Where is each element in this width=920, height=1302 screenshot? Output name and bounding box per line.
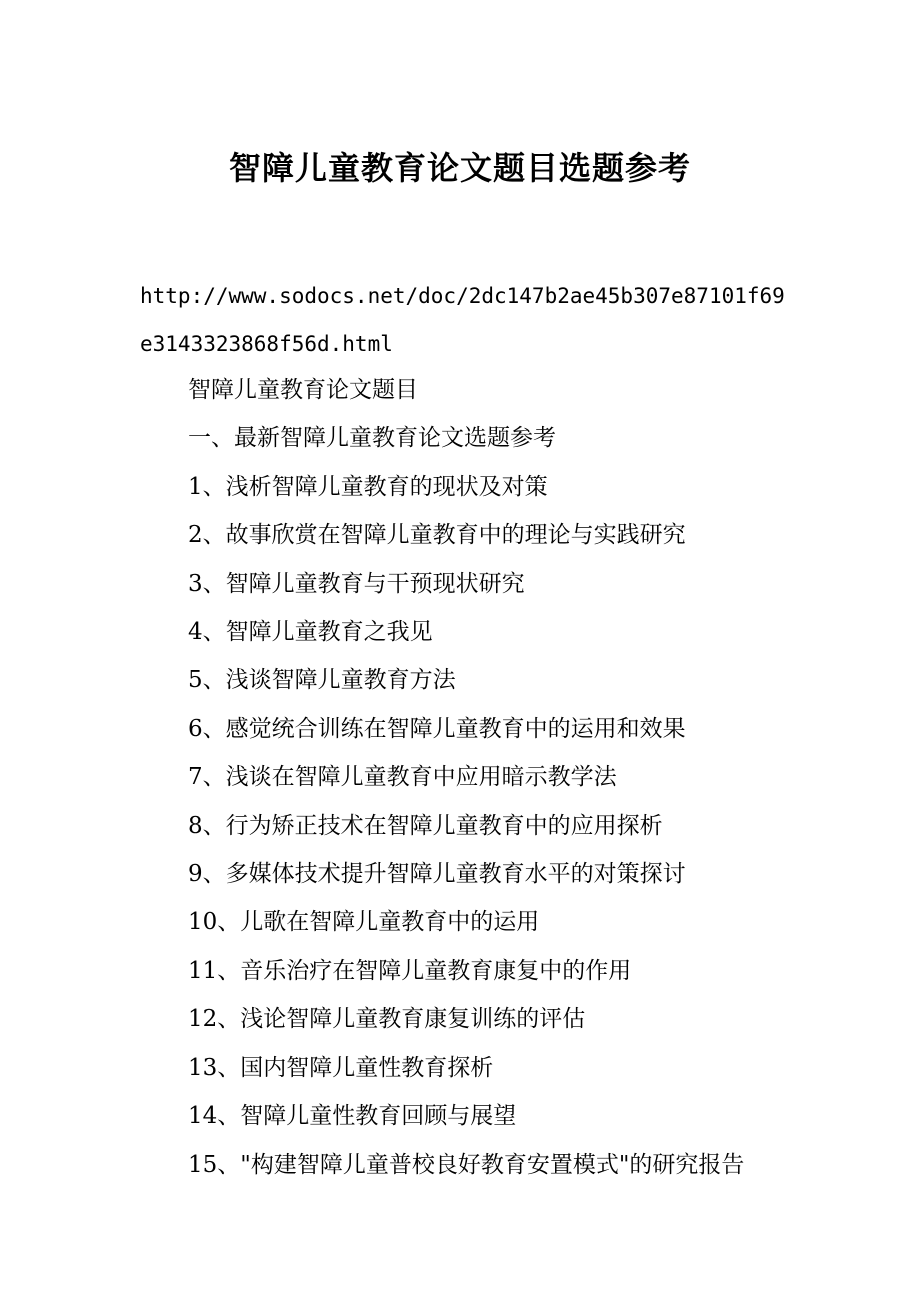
topic-list (188, 366, 868, 1189)
source-url (140, 272, 800, 368)
list-item: 4、智障儿童教育之我见 (188, 619, 433, 646)
list-item: 7、浅谈在智障儿童教育中应用暗示教学法 (188, 764, 617, 791)
list-item: 11、音乐治疗在智障儿童教育康复中的作用 (188, 957, 632, 984)
document-title: 智障儿童教育论文题目选题参考 (228, 149, 691, 187)
list-item: 15、"构建智障儿童普校良好教育安置模式"的研究报告 (188, 1151, 745, 1178)
subsection-heading: 一、最新智障儿童教育论文选题参考 (188, 425, 556, 452)
list-item: 5、浅谈智障儿童教育方法 (188, 667, 456, 694)
list-item: 3、智障儿童教育与干预现状研究 (188, 570, 525, 597)
list-item: 10、儿歌在智障儿童教育中的运用 (188, 909, 540, 936)
list-item: 8、行为矫正技术在智障儿童教育中的应用探析 (188, 812, 663, 839)
list-item: 12、浅论智障儿童教育康复训练的评估 (188, 1006, 586, 1033)
source-url-line-2: e3143323868f56d.html (140, 332, 393, 356)
list-item: 6、感觉统合训练在智障儿童教育中的运用和效果 (188, 715, 686, 742)
list-item: 9、多媒体技术提升智障儿童教育水平的对策探讨 (188, 861, 686, 888)
list-item: 1、浅析智障儿童教育的现状及对策 (188, 473, 548, 500)
list-item: 14、智障儿童性教育回顾与展望 (188, 1103, 517, 1130)
section-heading: 智障儿童教育论文题目 (188, 377, 418, 403)
list-item: 2、故事欣赏在智障儿童教育中的理论与实践研究 (188, 522, 686, 549)
source-url-line-1: http://www.sodocs.net/doc/2dc147b2ae45b307e87101f69 (140, 284, 785, 308)
list-item: 13、国内智障儿童性教育探析 (188, 1054, 494, 1081)
